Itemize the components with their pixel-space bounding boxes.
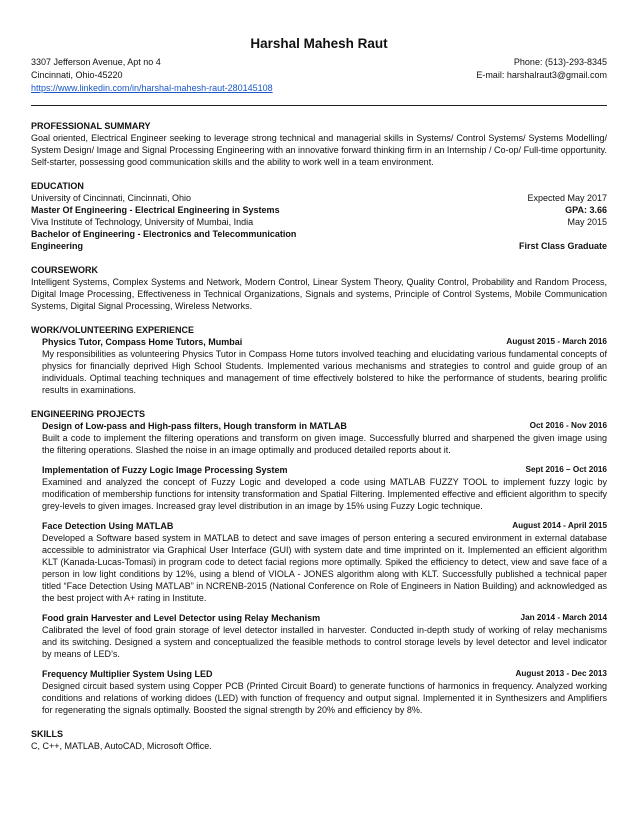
project-heading-row bbox=[42, 668, 607, 680]
project-heading: Food grain Harvester and Level Detector using Relay Mechanism bbox=[42, 613, 321, 623]
project-heading: Implementation of Fuzzy Logic Image Processing System bbox=[42, 465, 288, 475]
project-description: Built a code to implement the filtering operations and transform on given image. Successfully blurred and sharpened the given image using the filtering operations. Slashed the noise in an image optimally and produced detailed reports about it. bbox=[42, 433, 607, 455]
education-row bbox=[31, 192, 607, 204]
summary-text: Goal oriented, Electrical Engineer seeking to leverage strong technical and managerial skills in Systems/ Control Systems/ Systems Modelling/ System Design/ Image and Signal Processing Engineering with an innovative forward thinking firm in an Internship / Co-op/ Full-time opportunity. Self-starter, possessing good communication skills and the ability to work well in a team environment. bbox=[31, 133, 607, 167]
resume-name: Harshal Mahesh Raut bbox=[250, 36, 388, 51]
education-row-left: Master Of Engineering - Electrical Engineering in Systems bbox=[31, 205, 280, 215]
work-heading: Physics Tutor, Compass Home Tutors, Mumbai bbox=[42, 337, 243, 347]
work-item bbox=[31, 336, 607, 396]
education-row-right: First Class Graduate bbox=[518, 241, 607, 251]
education-title: EDUCATION bbox=[31, 181, 84, 191]
education-row bbox=[31, 228, 607, 240]
coursework-text: Intelligent Systems, Complex Systems and Network, Modern Control, Linear System Theory, Quality Control, Probability and Random Process, Digital Image Processing, Effectiveness in Technical Organizations, Signals and systems, Principle of Control Systems, Mobile Communication Systems, Digital Signal Processing, Wireless Networks. bbox=[31, 277, 607, 311]
education-row bbox=[31, 240, 607, 252]
education-row-left: Engineering bbox=[31, 241, 84, 251]
project-item bbox=[31, 612, 607, 660]
education-row-right: GPA: 3.66 bbox=[565, 205, 607, 215]
summary-title: PROFESSIONAL SUMMARY bbox=[31, 121, 151, 131]
project-date: August 2013 - Dec 2013 bbox=[515, 669, 607, 678]
project-item bbox=[31, 520, 607, 604]
projects-title: ENGINEERING PROJECTS bbox=[31, 409, 146, 419]
project-item bbox=[31, 464, 607, 512]
linkedin-link[interactable]: https://www.linkedin.com/in/harshal-mahesh-raut-280145108 bbox=[31, 83, 273, 93]
skills-text: C, C++, MATLAB, AutoCAD, Microsoft Office. bbox=[31, 741, 212, 751]
education-row bbox=[31, 204, 607, 216]
work-description: My responsibilities as volunteering Physics Tutor in Compass Home tutors involved teaching and elucidating various fundamental concepts of physics for financially deprived High School Students. Implemented various mechanisms and strategies to control and guide group of an individuals. Optimal teaching techniques and management of time effectively bolstered to hike the performance of students, bearing prolific results in examinations. bbox=[42, 349, 607, 395]
work-list bbox=[31, 336, 607, 396]
project-description: Examined and analyzed the concept of Fuzzy Logic and developed a code using MATLAB FUZZY TOOL to implement fuzzy logic by modification of membership functions for intensity transformation and Spatial Filtering. Implemented effective and efficient algorithm to specify grey-levels to given images. Increased gray level distribution in an image by 15% using Fuzzy Logic technique. bbox=[42, 477, 607, 511]
project-date: Oct 2016 - Nov 2016 bbox=[529, 421, 607, 430]
education-row-right: May 2015 bbox=[567, 217, 607, 227]
education-list bbox=[31, 192, 607, 252]
address-line-1: 3307 Jefferson Avenue, Apt no 4 bbox=[31, 57, 161, 67]
resume-page bbox=[31, 0, 607, 752]
project-description: Calibrated the level of food grain storage of level detector installed in harvester. Conducted in-depth study of working of relay mechanisms and its switching. Designed a system and conceptualized the feasible methods to control storage levels by level detector and level indicator by means of LED’s. bbox=[42, 625, 607, 659]
projects-list bbox=[31, 420, 607, 716]
project-heading-row bbox=[42, 464, 607, 476]
phone-number: Phone: (513)-293-8345 bbox=[513, 57, 607, 67]
project-item bbox=[31, 420, 607, 456]
education-row bbox=[31, 216, 607, 228]
address-line-2: Cincinnati, Ohio-45220 bbox=[31, 70, 123, 80]
contact-row-1 bbox=[31, 56, 607, 69]
work-date: August 2015 - March 2016 bbox=[506, 337, 607, 346]
education-row-left: Bachelor of Engineering - Electronics and Telecommunication bbox=[31, 229, 297, 239]
project-description: Developed a Software based system in MATLAB to detect and save images of person entering a secured environment in external database accessible to administrator via Graphical User Interface (GUI) with system date and time imprinted on it. Implemented an efficient algorithm KLT (Kanada-Lucas-Tomasi) in program code to detect facial regions more optimally. Spiked the efficiency to detect, view and save face of a person in low light conditions by 12%, using a blend of VIOLA - JONES algorithm along with KLT. Successfully published a technical paper titled “Face Detection Using MATLAB” in NCRENB-2015 (National Conference on Role of Engineers in Nation Building) and acknowledged as the best project with A+ rating in Institute. bbox=[42, 533, 607, 603]
contact-row-2 bbox=[31, 69, 607, 82]
skills-title: SKILLS bbox=[31, 729, 64, 739]
project-date: August 2014 - April 2015 bbox=[512, 521, 607, 530]
education-row-right: Expected May 2017 bbox=[527, 193, 607, 203]
project-description: Designed circuit based system using Copper PCB (Printed Circuit Board) to generate functions of harmonics in frequency. Analyzed working conditions and relations of working didoes (LED) with function of frequency and output signal. Implemented it in Synthesizers and Amplifiers for regenerating the signals optimally. Boosted the signal strength by 20% and efficiency by 8%. bbox=[42, 681, 607, 715]
email-address: E-mail: harshalraut3@gmail.com bbox=[476, 70, 607, 80]
work-title: WORK/VOLUNTEERING EXPERIENCE bbox=[31, 325, 195, 335]
project-heading-row bbox=[42, 520, 607, 532]
coursework-title: COURSEWORK bbox=[31, 265, 98, 275]
project-heading: Frequency Multiplier System Using LED bbox=[42, 669, 213, 679]
project-heading: Design of Low-pass and High-pass filters, Hough transform in MATLAB bbox=[42, 421, 347, 431]
project-date: Jan 2014 - March 2014 bbox=[520, 613, 607, 622]
education-row-left: Viva Institute of Technology, University of Mumbai, India bbox=[31, 217, 254, 227]
project-heading: Face Detection Using MATLAB bbox=[42, 521, 174, 531]
education-row-left: University of Cincinnati, Cincinnati, Ohio bbox=[31, 193, 192, 203]
project-heading-row bbox=[42, 612, 607, 624]
work-heading-row bbox=[42, 336, 607, 348]
project-heading-row bbox=[42, 420, 607, 432]
project-date: Sept 2016 – Oct 2016 bbox=[525, 465, 607, 474]
project-item bbox=[31, 668, 607, 716]
